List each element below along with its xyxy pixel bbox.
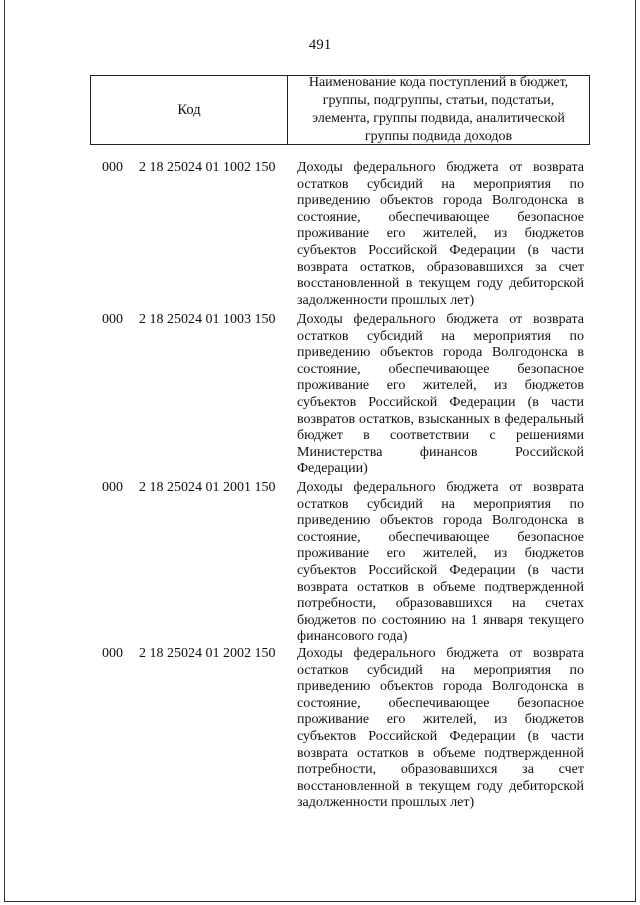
- header-name-label: Наименование кода поступлений в бюджет, группы, подгруппы, статьи, подстатьи, элемента, группы подвида, аналитической группы подвида доходов: [308, 75, 569, 144]
- header-code-label: Код: [91, 76, 288, 144]
- admin-code: 000: [102, 480, 123, 495]
- admin-code: 000: [102, 160, 123, 175]
- row-description: Доходы федерального бюджета от возврата остатков субсидий на мероприятия по приведению объектов города Волгодонска в состояние, обеспечивающее безопасное проживание его жителей, из бюджетов субъектов Российской Федерации (в части возврата остатков, образовавшихся за счет восстановленной в текущем году дебиторской задолженности прошлых лет): [297, 160, 584, 308]
- page-number: 491: [308, 37, 332, 53]
- admin-code: 000: [102, 646, 123, 661]
- row-description: Доходы федерального бюджета от возврата остатков субсидий на мероприятия по приведению объектов города Волгодонска в состояние, обеспечивающее безопасное проживание его жителей, из бюджетов субъектов Российской Федерации (в части возврата остатков в объеме подтвержденной потребности, образовавшихся за счет восстановленной в текущем году дебиторской задолженности прошлых лет): [297, 646, 584, 811]
- budget-code: 2 18 25024 01 2002 150: [139, 646, 276, 661]
- table-header: [90, 75, 590, 145]
- row-description: Доходы федерального бюджета от возврата остатков субсидий на мероприятия по приведению объектов города Волгодонска в состояние, обеспечивающее безопасное проживание его жителей, из бюджетов субъектов Российской Федерации (в части возвратов остатков, взысканных в федеральный бюджет в соответствии с решениями Министерства финансов Российской Федерации): [297, 312, 584, 477]
- budget-code: 2 18 25024 01 2001 150: [139, 480, 276, 495]
- budget-code: 2 18 25024 01 1003 150: [139, 312, 276, 327]
- admin-code: 000: [102, 312, 123, 327]
- row-description: Доходы федерального бюджета от возврата остатков субсидий на мероприятия по приведению объектов города Волгодонска в состояние, обеспечивающее безопасное проживание его жителей, из бюджетов субъектов Российской Федерации (в части возврата остатков в объеме подтвержденной потребности, образовавшихся на счетах бюджетов по состоянию на 1 января текущего финансового года): [297, 480, 584, 645]
- budget-code: 2 18 25024 01 1002 150: [139, 160, 276, 175]
